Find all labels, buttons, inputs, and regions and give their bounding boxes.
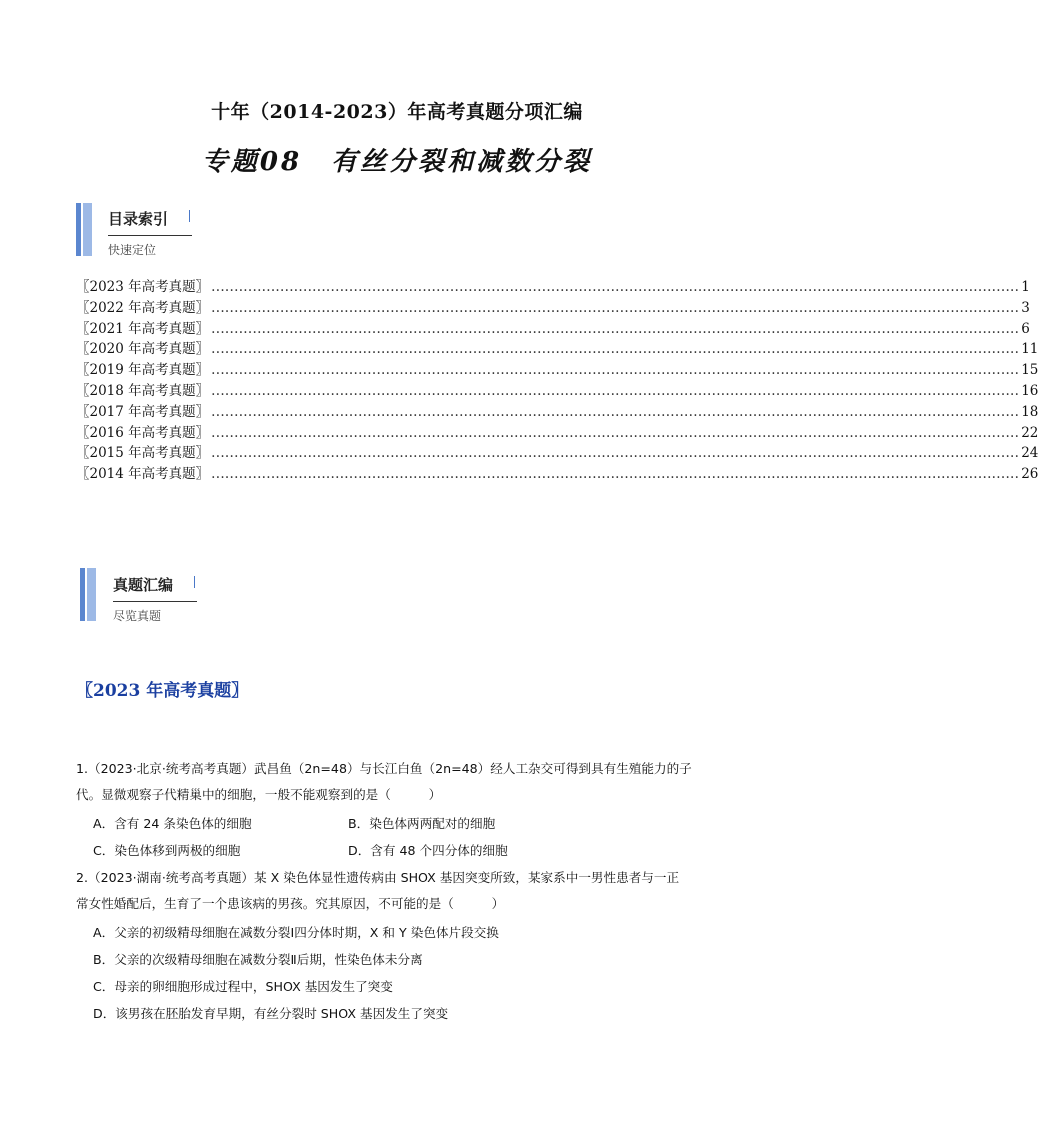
toc-entry[interactable] (76, 358, 1038, 379)
toc-entry[interactable] (76, 400, 1038, 421)
toc-entry[interactable] (76, 421, 1038, 442)
header-mark (194, 576, 195, 588)
question-stem-line: 1.（2023·北京·统考高考真题）武昌鱼（2n=48）与长江白鱼（2n=48）经人工杂交可得到具有生殖能力的子 (76, 761, 692, 776)
toc-entry-page: 6 (1021, 320, 1030, 337)
option-d[interactable]: D．该男孩在胚胎发育早期，有丝分裂时 SHOX 基因发生了突变 (93, 1006, 449, 1021)
toc-leader-dots: ................................................................................................................................................................................ (211, 382, 1020, 399)
toc-entry-page: 1 (1021, 279, 1030, 295)
toc-entry[interactable] (76, 441, 1038, 462)
toc-leader-dots: ................................................................................................................................................................................ (211, 320, 1020, 337)
question-stem-line: 代。显微观察子代精巢中的细胞，一般不能观察到的是（ ） (76, 787, 442, 802)
option-c[interactable]: C．母亲的卵细胞形成过程中，SHOX 基因发生了突变 (93, 979, 393, 994)
toc-leader-dots: ................................................................................................................................................................................ (211, 424, 1020, 441)
table-of-contents (76, 275, 1038, 483)
document-title: 十年（2014-2023）年高考真题分项汇编 (211, 101, 583, 123)
toc-leader-dots: ................................................................................................................................................................................ (211, 403, 1020, 420)
question-stem-line: 2.（2023·湖南·统考高考真题）某 X 染色体显性遗传病由 SHOX 基因突变所致，某家系中一男性患者与一正 (76, 870, 680, 885)
toc-entry-page: 26 (1021, 466, 1038, 483)
toc-entry-page: 22 (1021, 424, 1038, 441)
toc-entry[interactable] (76, 296, 1030, 317)
toc-entry-label: 〖2020 年高考真题〗 (76, 341, 210, 358)
toc-entry-label: 〖2022 年高考真题〗 (76, 299, 210, 316)
toc-entry[interactable] (76, 275, 1030, 296)
toc-leader-dots: ................................................................................................................................................................................ (211, 341, 1020, 358)
toc-entry-page: 3 (1021, 299, 1030, 316)
toc-entry-label: 〖2018 年高考真题〗 (76, 382, 210, 399)
exam-header-subtitle: 尽览真题 (113, 609, 162, 623)
header-rule (113, 601, 197, 602)
toc-header-title: 目录索引 (108, 210, 169, 228)
toc-entry-label: 〖2019 年高考真题〗 (76, 362, 210, 379)
toc-leader-dots: ................................................................................................................................................................................ (211, 279, 1020, 295)
toc-entry[interactable] (76, 317, 1030, 338)
toc-entry-page: 15 (1021, 362, 1038, 379)
toc-entry-label: 〖2017 年高考真题〗 (76, 403, 210, 420)
toc-entry-page: 18 (1021, 403, 1038, 420)
header-bar-light (83, 203, 92, 256)
header-mark (189, 210, 190, 222)
toc-entry-page: 24 (1021, 445, 1038, 462)
toc-entry[interactable] (76, 462, 1038, 483)
header-rule (108, 235, 192, 236)
toc-leader-dots: ................................................................................................................................................................................ (211, 299, 1020, 316)
header-bar-dark (80, 568, 85, 621)
topic-title: 专题08 有丝分裂和减数分裂 (201, 147, 593, 177)
toc-entry-page: 11 (1021, 341, 1038, 358)
toc-leader-dots: ................................................................................................................................................................................ (211, 445, 1020, 462)
header-bar-light (87, 568, 96, 621)
toc-header-subtitle: 快速定位 (108, 243, 157, 257)
option-b[interactable]: B．染色体两两配对的细胞 (348, 816, 496, 831)
toc-entry-label: 〖2021 年高考真题〗 (76, 320, 210, 337)
toc-entry-label: 〖2016 年高考真题〗 (76, 424, 210, 441)
option-b[interactable]: B．父亲的次级精母细胞在减数分裂Ⅱ后期，性染色体未分离 (93, 952, 423, 967)
toc-entry-label: 〖2015 年高考真题〗 (76, 445, 210, 462)
toc-entry[interactable] (76, 379, 1038, 400)
year-heading: 〖2023 年高考真题〗 (76, 681, 249, 701)
toc-entry-page: 16 (1021, 382, 1038, 399)
toc-leader-dots: ................................................................................................................................................................................ (211, 362, 1020, 379)
toc-entry[interactable] (76, 337, 1038, 358)
header-bar-dark (76, 203, 81, 256)
option-a[interactable]: A．父亲的初级精母细胞在减数分裂Ⅰ四分体时期，X 和 Y 染色体片段交换 (93, 925, 499, 940)
exam-header-title: 真题汇编 (113, 576, 174, 594)
option-c[interactable]: C．染色体移到两极的细胞 (93, 843, 241, 858)
toc-entry-label: 〖2014 年高考真题〗 (76, 466, 210, 483)
option-a[interactable]: A．含有 24 条染色体的细胞 (93, 816, 252, 831)
toc-leader-dots: ................................................................................................................................................................................ (211, 466, 1020, 483)
option-d[interactable]: D．含有 48 个四分体的细胞 (348, 843, 508, 858)
question-stem-line: 常女性婚配后，生育了一个患该病的男孩。究其原因，不可能的是（ ） (76, 896, 505, 911)
toc-entry-label: 〖2023 年高考真题〗 (76, 279, 210, 295)
